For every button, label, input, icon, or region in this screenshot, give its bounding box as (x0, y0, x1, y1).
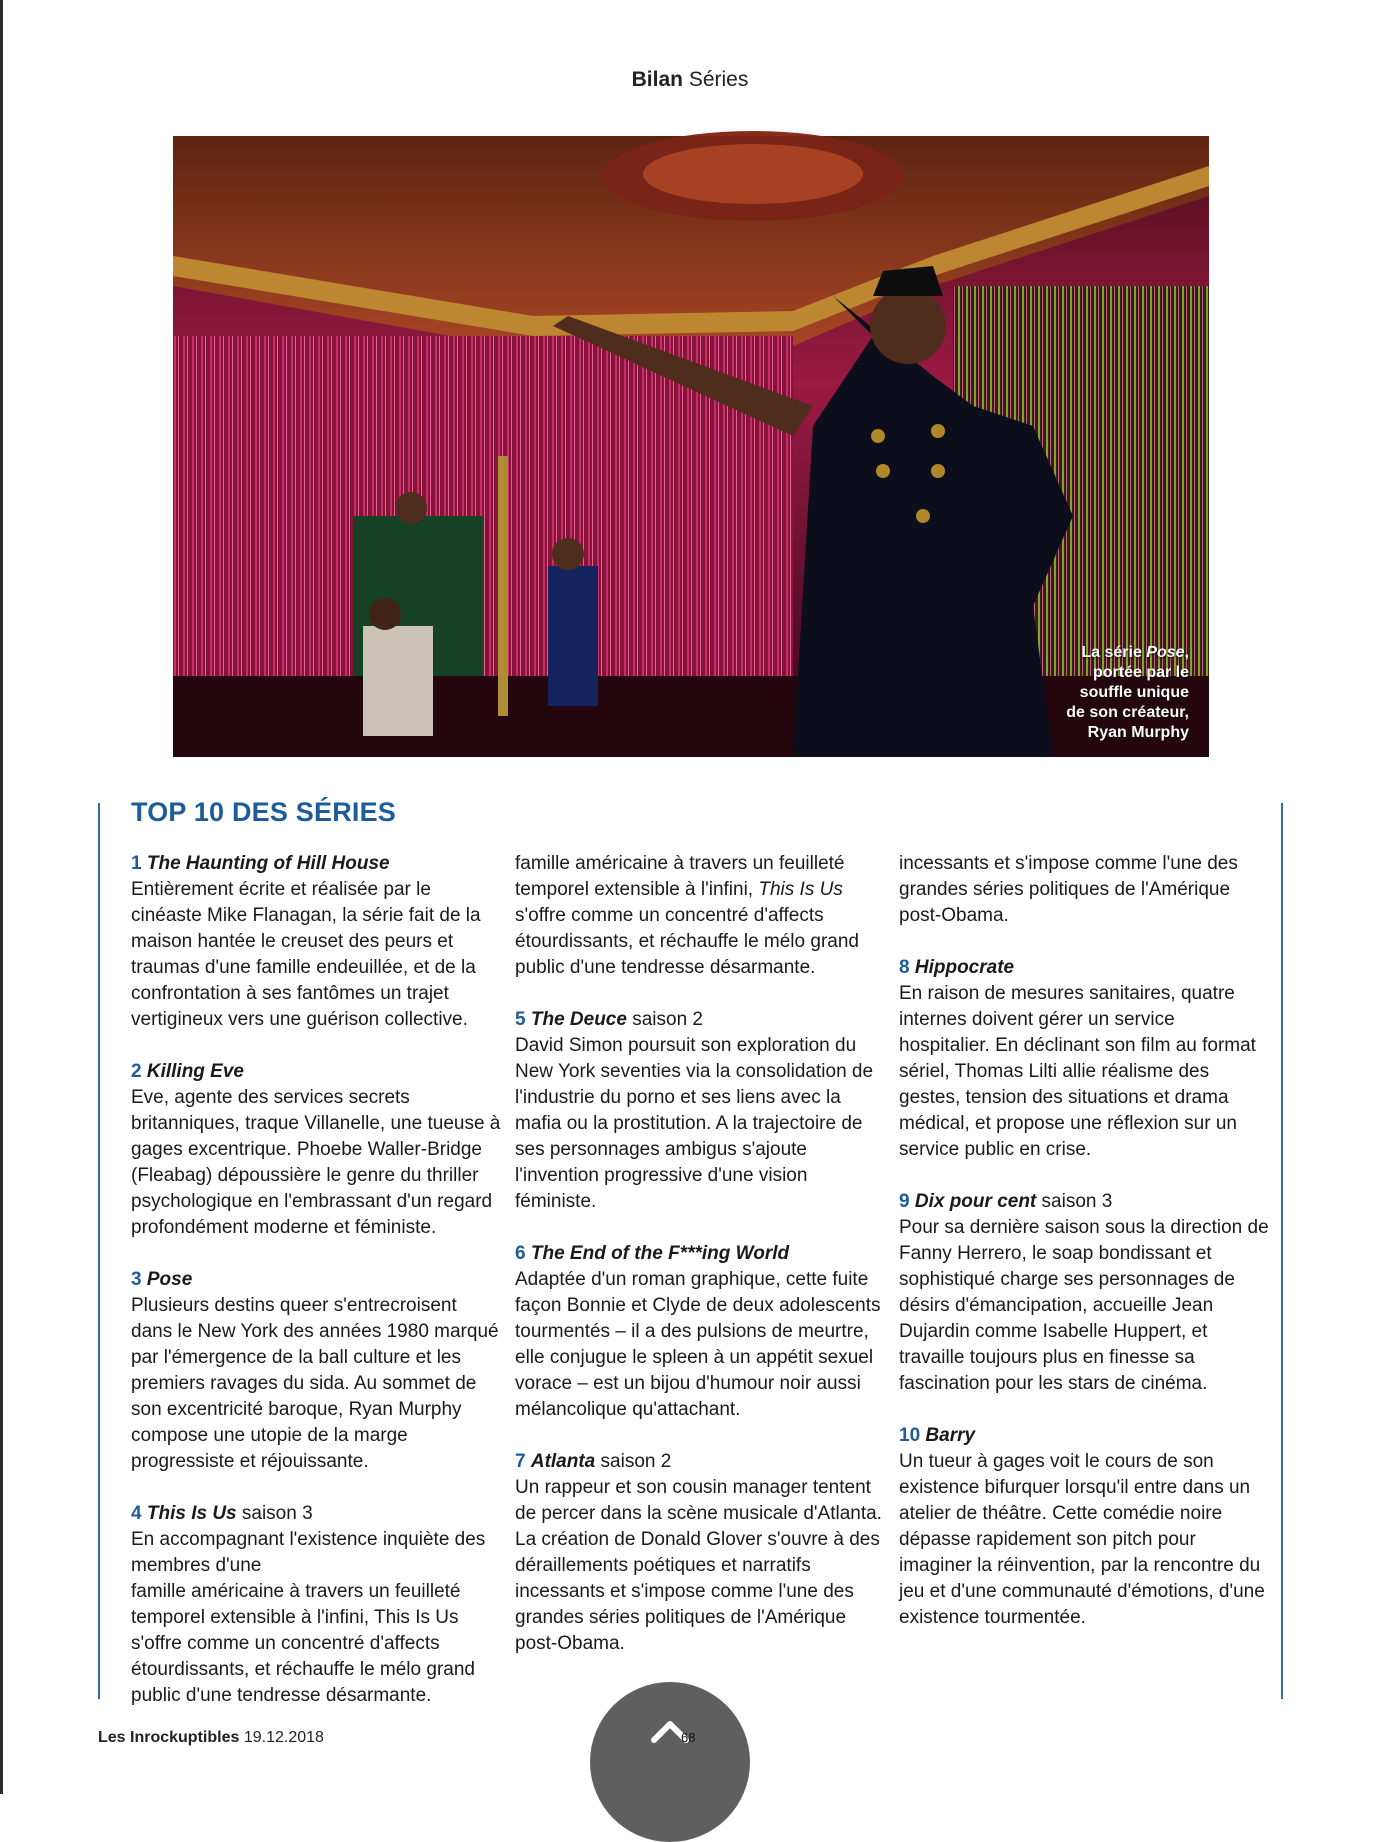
list-item (131, 1501, 501, 1706)
rank-number: 3 (131, 1269, 142, 1290)
right-rule (1281, 803, 1283, 1699)
rank-number: 8 (899, 957, 910, 978)
series-description: En raison de mesures sanitaires, quatre internes doivent gérer un service hospitalier. En déclinant son film au format sériel, Thomas Lilti allie réalisme des gestes, tension des situations et drama médical, et propose une réflexion sur un service public en crise. (899, 983, 1256, 1160)
series-description: Eve, agente des services secrets britanniques, traque Villanelle, une tueuse à gages excentrique. Phoebe Waller-Bridge (Fleabag) dépoussière le genre du thriller psychologique en l'embrassant d'un regard profondément moderne et féministe. (131, 1087, 501, 1238)
series-description: David Simon poursuit son exploration du New York seventies via la consolidation de l'industrie du porno et ses liens avec la mafia ou la prostitution. A la trajectoire de ses personnages ambigus s'ajoute l'invention progressive d'une vision féministe. (515, 1035, 874, 1212)
caption-text-end: , portée par le souffle unique de son créateur, Ryan Murphy (1066, 644, 1189, 741)
list-item-continued (899, 851, 1269, 929)
hero-photo (173, 136, 1209, 757)
series-description: Un tueur à gages voit le cours de son existence bifurquer lorsqu'il entre dans un atelier de théâtre. Cette comédie noire dépasse rapidement son pitch pour imaginer la réinvention, par la rencontre du jeu et d'une communauté d'émotions, d'une existence tourmentée. (899, 1451, 1265, 1628)
series-title: The End of the F***ing World (530, 1243, 790, 1264)
series-title: The Deuce (530, 1009, 627, 1030)
list-item (899, 955, 1269, 1163)
series-description: Pour sa dernière saison sous la direction de Fanny Herrero, le soap bondissant et sophistiqué charge ses personnages de désirs d'émancipation, accueille Jean Dujardin comme Isabelle Huppert, et travaille toujours plus en finesse sa fascination pour les stars de cinéma. (899, 1217, 1269, 1394)
article-title: TOP 10 DES SÉRIES (131, 797, 397, 827)
list-item (899, 1189, 1269, 1397)
rank-number: 10 (899, 1425, 921, 1446)
list-item (131, 1267, 501, 1475)
series-title: Barry (925, 1425, 976, 1446)
series-title: Killing Eve (146, 1061, 244, 1082)
list-item (899, 1423, 1269, 1631)
season-label: saison 3 (236, 1503, 313, 1524)
caption-text-start: La série (1081, 644, 1147, 661)
page-footer (98, 1729, 324, 1747)
list-item-continued (515, 851, 885, 981)
magazine-name: Les Inrockuptibles (98, 1729, 240, 1746)
season-label: saison 2 (595, 1451, 672, 1472)
rank-number: 7 (515, 1451, 526, 1472)
series-title: Pose (146, 1269, 193, 1290)
season-label: saison 2 (626, 1009, 703, 1030)
series-title: Dix pour cent (914, 1191, 1037, 1212)
rank-number: 6 (515, 1243, 526, 1264)
series-title: Hippocrate (914, 957, 1015, 978)
rank-number: 4 (131, 1503, 142, 1524)
series-description: Plusieurs destins queer s'entrecroisent dans le New York des années 1980 marqué par l'émergence de la ball culture et les premiers ravages du sida. Au sommet de son excentricité baroque, Ryan Murphy compose une utopie de la marge progressiste et réjouissante. (131, 1295, 499, 1472)
issue-date: 19.12.2018 (243, 1729, 324, 1746)
scroll-up-button[interactable] (590, 1682, 750, 1842)
rank-number: 9 (899, 1191, 910, 1212)
rank-number: 2 (131, 1061, 142, 1082)
series-title: This Is Us (146, 1503, 237, 1524)
caption-series-name: Pose (1146, 644, 1185, 661)
rank-number: 1 (131, 853, 142, 874)
window-edge (0, 0, 3, 1794)
list-item (131, 1059, 501, 1241)
season-label: saison 3 (1036, 1191, 1113, 1212)
list-item (131, 851, 501, 1033)
series-description: En accompagnant l'existence inquiète des membres d'une famille américaine à travers un feuilleté temporel extensible à l'infini, This Is Us s'offre comme un concentré d'affects étourdissants, et réchauffe le mélo grand public d'une tendresse désarmante. (131, 1529, 486, 1706)
series-description-continued: incessants et s'impose comme l'une des grandes séries politiques de l'Amérique post-Obama. (899, 853, 1238, 926)
page-number: 68 (681, 1730, 696, 1745)
column-1 (131, 851, 501, 1706)
column-3 (899, 851, 1269, 1657)
list-item (515, 1449, 885, 1654)
photo-caption (949, 643, 1189, 743)
series-description: Entièrement écrite et réalisée par le cinéaste Mike Flanagan, la série fait de la maison hantée le creuset des peurs et traumas d'une famille endeuillée, et de la confrontation à ses fantômes un trajet vertigineux vers une guérison collective. (131, 879, 481, 1030)
series-description: Adaptée d'un roman graphique, cette fuite façon Bonnie et Clyde de deux adolescents tourmentés – il a des pulsions de meurtre, elle conjugue le spleen à un appétit sexuel vorace – est un bijou d'humour noir aussi mélancolique qu'attachant. (515, 1269, 881, 1420)
series-description: Un rappeur et son cousin manager tentent de percer dans la scène musicale d'Atlanta. La création de Donald Glover s'ouvre à des déraillements poétiques et narratifs incessants et s'impose comme l'une des grandes séries politiques de l'Amérique post-Obama. (515, 1477, 882, 1654)
series-title: Atlanta (530, 1451, 596, 1472)
column-2 (515, 851, 885, 1654)
section-header (0, 68, 1380, 92)
left-rule (98, 803, 100, 1699)
series-description-continued: famille américaine à travers un feuilleté temporel extensible à l'infini, This Is Us s'offre comme un concentré d'affects étourdissants, et réchauffe le mélo grand public d'une tendresse désarmante. (515, 853, 859, 978)
rank-number: 5 (515, 1009, 526, 1030)
list-item (515, 1241, 885, 1423)
series-title: The Haunting of Hill House (146, 853, 390, 874)
list-item (515, 1007, 885, 1215)
section-label-bold: Bilan (631, 68, 683, 91)
section-label: Séries (688, 68, 749, 91)
